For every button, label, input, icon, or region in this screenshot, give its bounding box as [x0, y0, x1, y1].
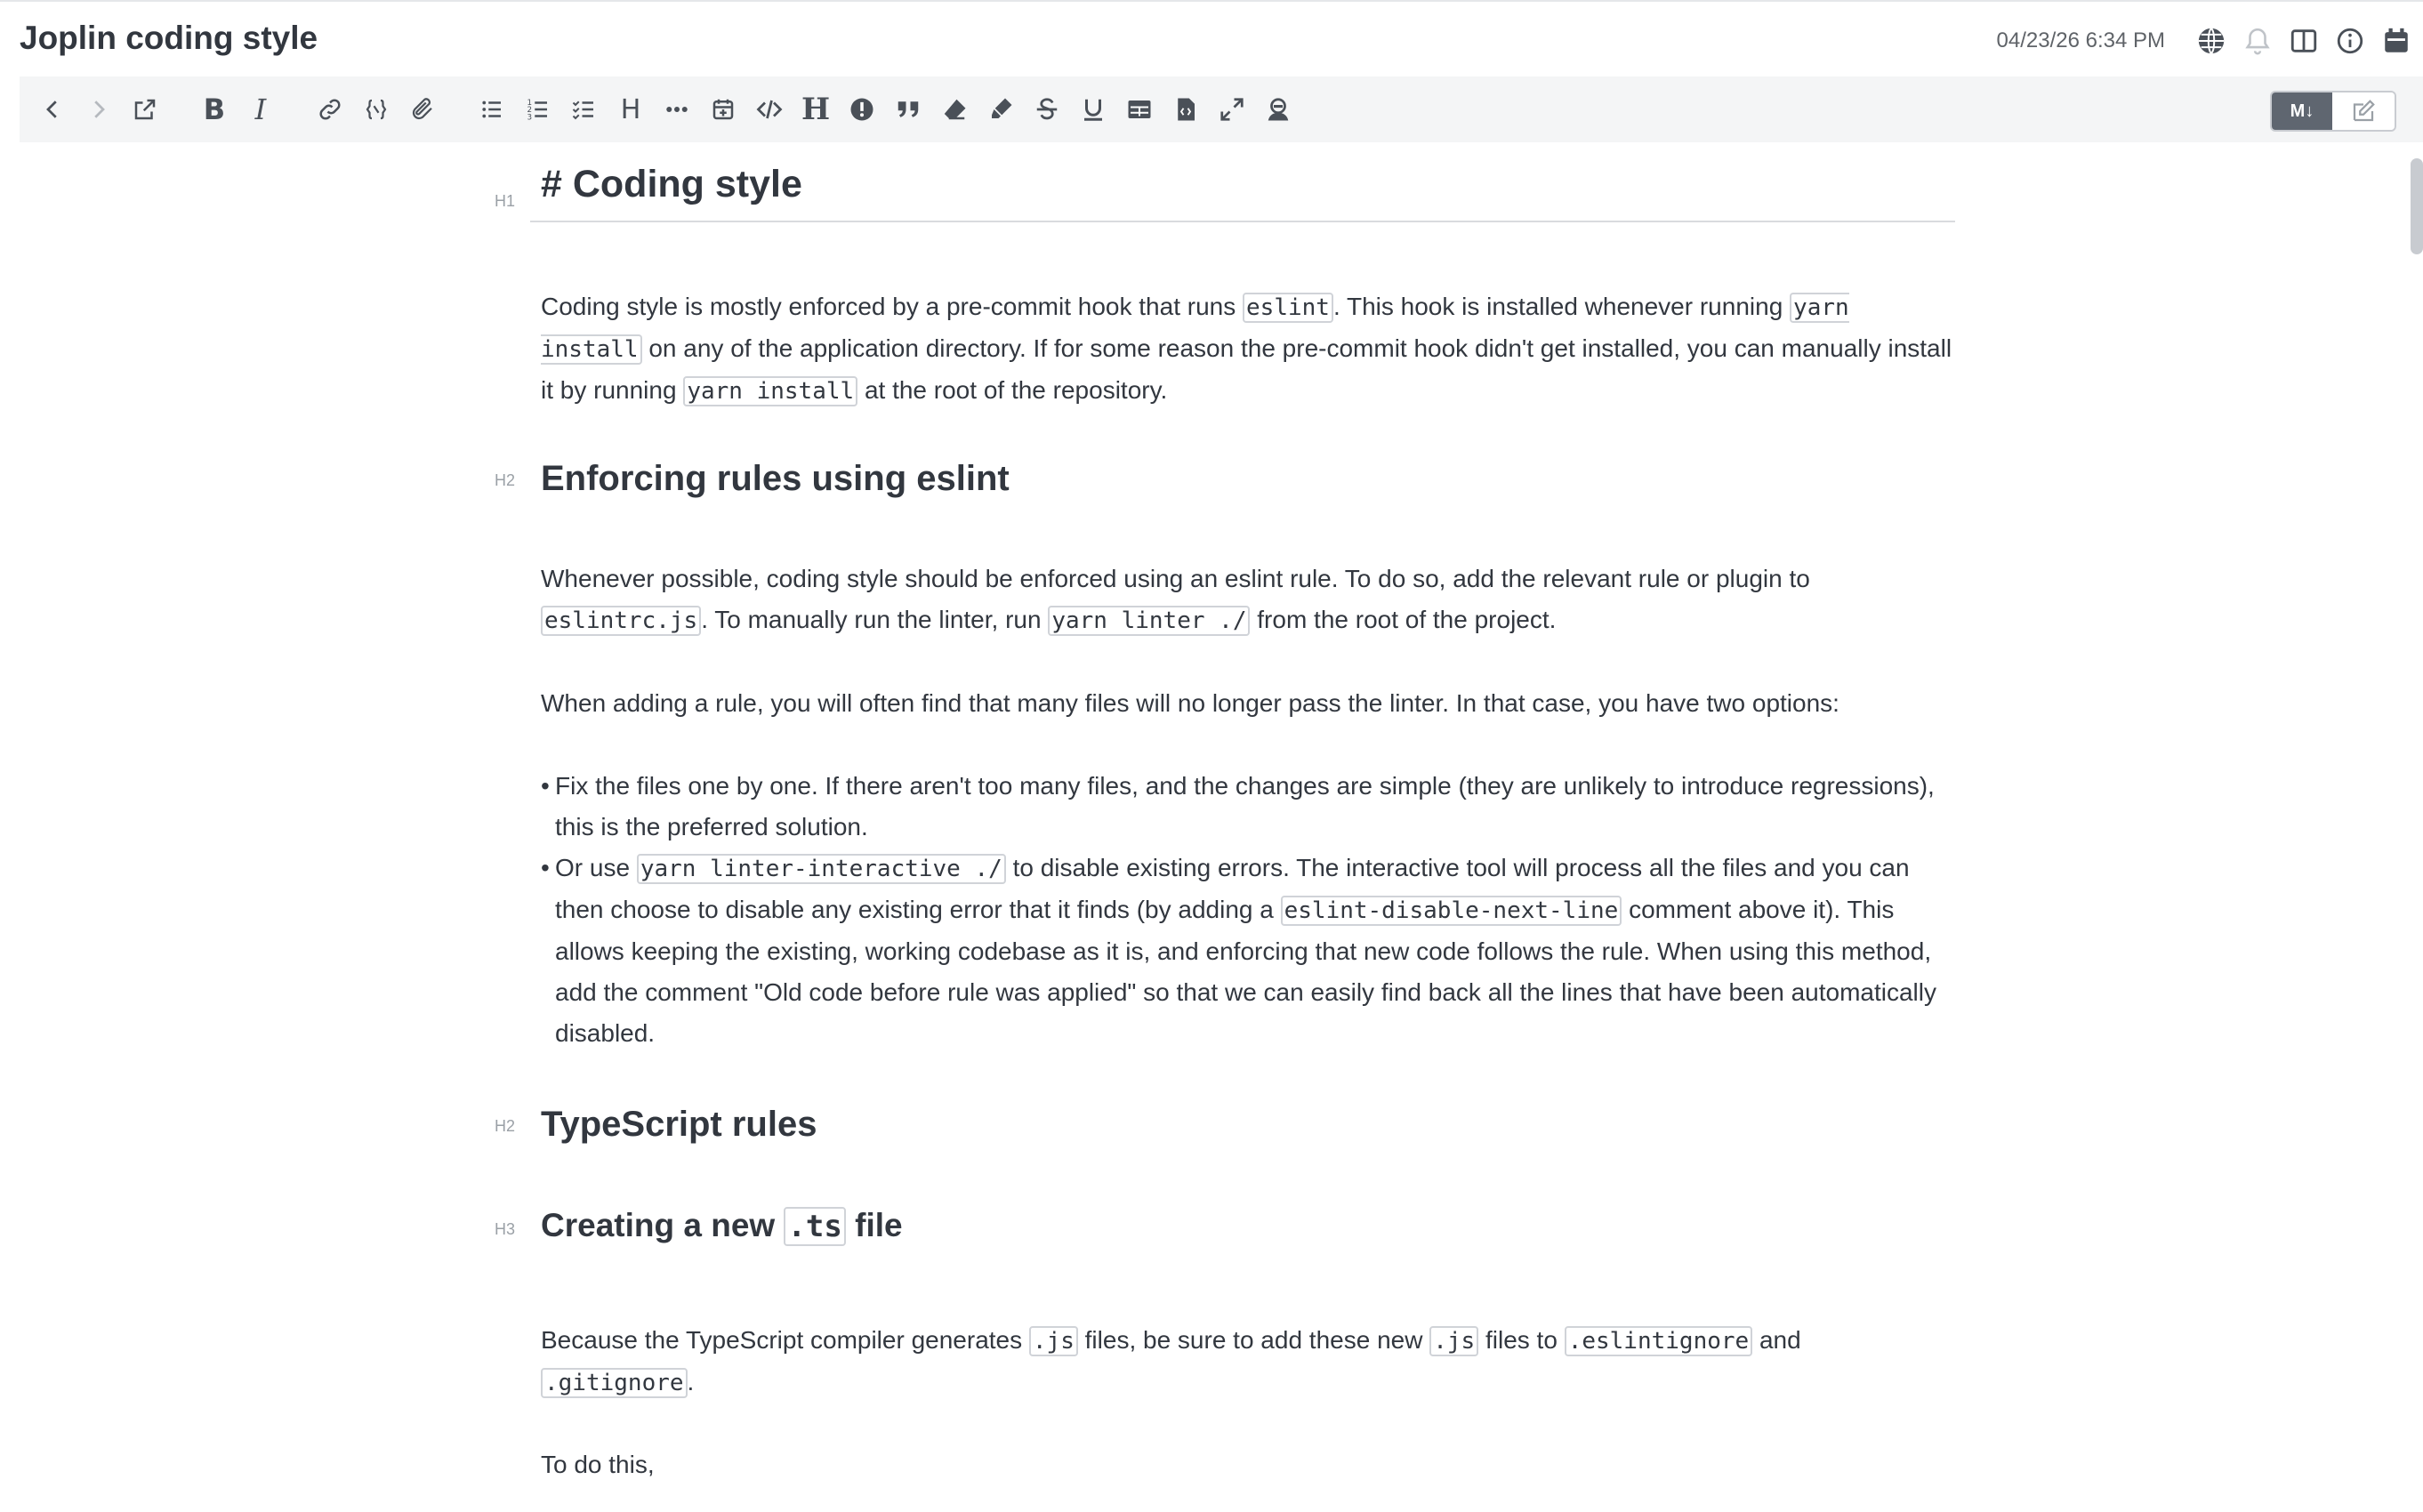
layout-icon[interactable]	[2281, 18, 2327, 64]
bold-icon[interactable]: B	[203, 92, 226, 126]
heading-h-icon[interactable]: H	[801, 92, 831, 127]
heading-2-enforcing	[495, 455, 1955, 502]
svg-text:3: 3	[527, 113, 533, 123]
note-header-actions	[1997, 18, 2423, 64]
external-edit-icon[interactable]	[125, 76, 165, 142]
alarm-icon[interactable]	[2234, 18, 2281, 64]
inline-code: yarn install	[541, 294, 1849, 363]
heading-1: # Coding style	[530, 160, 1955, 222]
paragraph-ts-compiler: Because the TypeScript compiler generates .js files, be sure to add these new .js files to .eslintignore and .gitignore .	[541, 1326, 1801, 1396]
highlight-icon[interactable]	[980, 76, 1021, 142]
rich-text-mode-button[interactable]	[2332, 92, 2395, 130]
edit-icon	[2350, 98, 2377, 125]
table-icon[interactable]	[1119, 76, 1160, 142]
forward-icon[interactable]	[78, 76, 119, 142]
editor-toolbar	[20, 76, 2423, 142]
h2-marker: H2	[495, 1117, 516, 1135]
heading-3: Creating a new .ts file	[541, 1207, 903, 1244]
inline-code: .js	[1029, 1326, 1078, 1356]
fullscreen-icon[interactable]	[1212, 76, 1252, 142]
insert-date-icon[interactable]	[703, 76, 744, 142]
editor-scrollbar-thumb[interactable]	[2411, 158, 2423, 254]
inline-code: eslint-disable-next-line	[1281, 896, 1622, 926]
h2-marker: H2	[495, 471, 516, 489]
window-top-border	[0, 0, 2423, 2]
attach-icon[interactable]	[402, 76, 443, 142]
markdown-mode-button[interactable]: M↓	[2272, 92, 2332, 130]
code-block-icon[interactable]	[749, 76, 790, 142]
inline-code: .ts	[784, 1207, 845, 1246]
h1-marker: H1	[495, 192, 516, 210]
eraser-icon[interactable]	[934, 76, 975, 142]
inline-code: .eslintignore	[1565, 1326, 1753, 1356]
inline-code: eslintrc.js	[541, 606, 701, 636]
heading-2: Enforcing rules using eslint	[541, 459, 1010, 498]
strikethrough-icon[interactable]	[1026, 76, 1067, 142]
underline-icon[interactable]	[1073, 76, 1114, 142]
options-list	[541, 766, 1955, 1054]
inline-code: yarn linter ./	[1048, 606, 1250, 636]
inline-code-icon[interactable]	[356, 76, 397, 142]
inline-code: .gitignore	[541, 1368, 688, 1398]
link-icon[interactable]	[310, 76, 350, 142]
paragraph-two-options: When adding a rule, you will often find that many files will no longer pass the linter. In that case, you have two options:	[541, 689, 1839, 717]
note-title[interactable]: Joplin coding style	[20, 20, 318, 56]
paragraph-to-do-this: To do this,	[541, 1451, 655, 1478]
checklist-icon[interactable]	[564, 76, 605, 142]
inline-code: yarn install	[683, 376, 857, 406]
inline-code: yarn linter-interactive ./	[637, 854, 1006, 884]
info-icon[interactable]	[2327, 18, 2373, 64]
globe-icon[interactable]	[2188, 18, 2234, 64]
editor-mode-toggle[interactable]	[2270, 91, 2396, 132]
user-icon[interactable]	[1258, 76, 1299, 142]
alert-icon[interactable]	[841, 76, 882, 142]
blockquote-icon[interactable]	[888, 76, 929, 142]
heading-1-block	[495, 160, 1955, 222]
more-icon[interactable]	[656, 76, 697, 142]
paragraph-precommit: Coding style is mostly enforced by a pre-commit hook that runs eslint . This hook is installed whenever running yarn install on any of the application directory. If for some reason the pre-commit hook didn't get installed, you can manually install it by running yarn install at the root of the repository.	[541, 293, 1952, 405]
numbered-list-icon[interactable]	[518, 76, 559, 142]
inline-code: eslint	[1243, 293, 1333, 323]
paragraph-eslint-rule: Whenever possible, coding style should be enforced using an eslint rule. To do so, add the relevant rule or plugin to eslintrc.js . To manually run the linter, run yarn linter ./ from the root of the project.	[541, 565, 1810, 634]
calendar-icon[interactable]	[2373, 18, 2419, 64]
inline-code: .js	[1429, 1326, 1478, 1356]
note-date: 04/23/26 6:34 PM	[1996, 28, 2165, 52]
h3-marker: H3	[495, 1220, 516, 1238]
heading-2-typescript	[495, 1101, 1955, 1147]
list-item: • Fix the files one by one. If there aren't too many files, and the changes are simple (they are unlikely to introduce regressions), this is the preferred solution.	[541, 766, 1955, 848]
bulleted-list-icon[interactable]	[471, 76, 512, 142]
heading-icon[interactable]: H	[620, 93, 641, 125]
svg-text:1: 1	[527, 99, 533, 108]
file-code-icon[interactable]	[1165, 76, 1206, 142]
list-item: • Or use yarn linter-interactive ./ to disable existing errors. The interactive tool will process all the files and you can then choose to disable any existing error that it finds (by adding a eslint-disable-next-line comment above it). This allows keeping the existing, working codebase as it is, and enforcing that new code follows the rule. When using this method, add the comment "Old code before rule was applied" so that we can easily find back all the lines that have been automatically disabled.	[541, 848, 1955, 1054]
heading-3-new-ts	[495, 1204, 1955, 1247]
italic-icon[interactable]: I	[254, 92, 267, 126]
svg-text:2: 2	[527, 106, 533, 116]
heading-2: TypeScript rules	[541, 1105, 817, 1144]
back-icon[interactable]	[32, 76, 73, 142]
